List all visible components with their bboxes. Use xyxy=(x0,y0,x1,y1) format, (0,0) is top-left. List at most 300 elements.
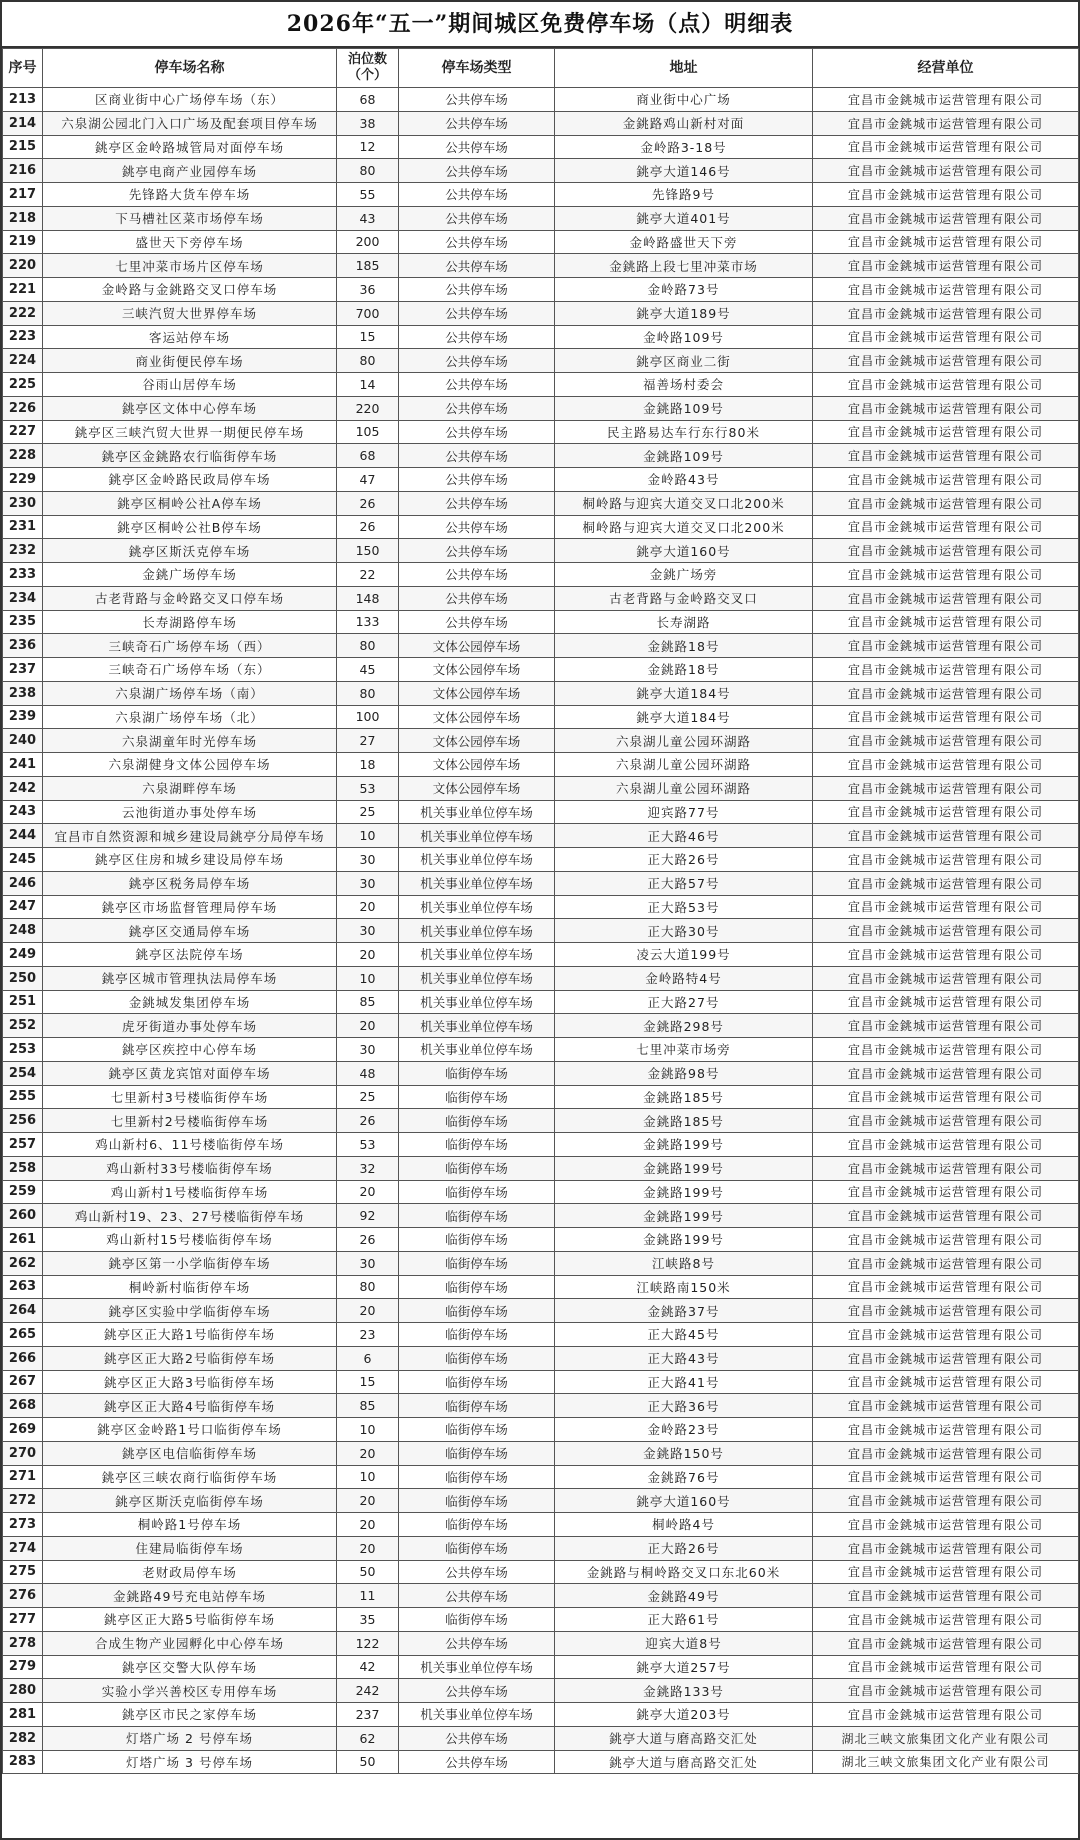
cell-addr: 金銚路37号 xyxy=(555,1299,813,1323)
cell-addr: 金銚路199号 xyxy=(555,1228,813,1252)
cell-addr: 金銚路199号 xyxy=(555,1133,813,1157)
cell-op: 宜昌市金銚城市运营管理有限公司 xyxy=(813,206,1079,230)
cell-name: 金岭路与金銚路交叉口停车场 xyxy=(43,278,337,302)
cell-name: 鸡山新村19、23、27号楼临街停车场 xyxy=(43,1204,337,1228)
cell-spaces: 50 xyxy=(337,1750,399,1774)
cell-op: 宜昌市金銚城市运营管理有限公司 xyxy=(813,254,1079,278)
cell-spaces: 105 xyxy=(337,420,399,444)
cell-op: 宜昌市金銚城市运营管理有限公司 xyxy=(813,88,1079,112)
table-row xyxy=(3,491,1079,515)
cell-addr: 金銚路199号 xyxy=(555,1156,813,1180)
cell-op: 宜昌市金銚城市运营管理有限公司 xyxy=(813,444,1079,468)
cell-spaces: 100 xyxy=(337,705,399,729)
table-row xyxy=(3,563,1079,587)
cell-spaces: 6 xyxy=(337,1346,399,1370)
table-row xyxy=(3,1085,1079,1109)
table-row xyxy=(3,729,1079,753)
cell-type: 公共停车场 xyxy=(399,135,555,159)
cell-name: 鸡山新村33号楼临街停车场 xyxy=(43,1156,337,1180)
cell-addr: 金銚路18号 xyxy=(555,658,813,682)
cell-type: 公共停车场 xyxy=(399,491,555,515)
table-row xyxy=(3,1418,1079,1442)
cell-addr: 六泉湖儿童公园环湖路 xyxy=(555,753,813,777)
cell-name: 桐岭路1号停车场 xyxy=(43,1513,337,1537)
cell-name: 銚亭区城市管理执法局停车场 xyxy=(43,966,337,990)
cell-op: 宜昌市金銚城市运营管理有限公司 xyxy=(813,943,1079,967)
cell-type: 公共停车场 xyxy=(399,159,555,183)
cell-seq: 258 xyxy=(3,1156,43,1180)
cell-spaces: 35 xyxy=(337,1608,399,1632)
cell-seq: 271 xyxy=(3,1465,43,1489)
cell-addr: 迎宾路77号 xyxy=(555,800,813,824)
cell-op: 宜昌市金銚城市运营管理有限公司 xyxy=(813,183,1079,207)
cell-spaces: 18 xyxy=(337,753,399,777)
cell-name: 銚亭区金岭路城管局对面停车场 xyxy=(43,135,337,159)
cell-seq: 232 xyxy=(3,539,43,563)
cell-name: 宜昌市自然资源和城乡建设局銚亭分局停车场 xyxy=(43,824,337,848)
cell-seq: 280 xyxy=(3,1679,43,1703)
cell-addr: 正大路41号 xyxy=(555,1370,813,1394)
cell-addr: 銚亭大道146号 xyxy=(555,159,813,183)
cell-seq: 249 xyxy=(3,943,43,967)
cell-type: 临街停车场 xyxy=(399,1465,555,1489)
cell-name: 銚亭区桐岭公社A停车场 xyxy=(43,491,337,515)
cell-seq: 216 xyxy=(3,159,43,183)
table-row xyxy=(3,1346,1079,1370)
cell-type: 机关事业单位停车场 xyxy=(399,943,555,967)
cell-type: 文体公园停车场 xyxy=(399,681,555,705)
cell-spaces: 53 xyxy=(337,776,399,800)
cell-op: 宜昌市金銚城市运营管理有限公司 xyxy=(813,776,1079,800)
table-row xyxy=(3,1441,1079,1465)
cell-addr: 金銚路199号 xyxy=(555,1180,813,1204)
cell-op: 宜昌市金銚城市运营管理有限公司 xyxy=(813,658,1079,682)
cell-name: 銚亭区正大路1号临街停车场 xyxy=(43,1323,337,1347)
cell-type: 文体公园停车场 xyxy=(399,658,555,682)
table-row xyxy=(3,1014,1079,1038)
cell-type: 机关事业单位停车场 xyxy=(399,895,555,919)
cell-name: 銚亭区市场监督管理局停车场 xyxy=(43,895,337,919)
cell-seq: 235 xyxy=(3,610,43,634)
cell-seq: 260 xyxy=(3,1204,43,1228)
cell-name: 七里新村2号楼临街停车场 xyxy=(43,1109,337,1133)
cell-seq: 259 xyxy=(3,1180,43,1204)
cell-name: 金銚路49号充电站停车场 xyxy=(43,1584,337,1608)
cell-name: 銚亭区桐岭公社B停车场 xyxy=(43,515,337,539)
cell-seq: 222 xyxy=(3,301,43,325)
cell-addr: 銚亭大道184号 xyxy=(555,705,813,729)
cell-name: 銚亭区市民之家停车场 xyxy=(43,1703,337,1727)
table-row xyxy=(3,681,1079,705)
cell-addr: 正大路36号 xyxy=(555,1394,813,1418)
cell-addr: 銚亭大道189号 xyxy=(555,301,813,325)
cell-type: 临街停车场 xyxy=(399,1228,555,1252)
cell-name: 客运站停车场 xyxy=(43,325,337,349)
cell-spaces: 26 xyxy=(337,1228,399,1252)
cell-op: 宜昌市金銚城市运营管理有限公司 xyxy=(813,1394,1079,1418)
cell-seq: 275 xyxy=(3,1560,43,1584)
page-title: 2026年“五一”期间城区免费停车场（点）明细表 xyxy=(2,2,1078,48)
cell-seq: 247 xyxy=(3,895,43,919)
cell-seq: 255 xyxy=(3,1085,43,1109)
cell-name: 住建局临街停车场 xyxy=(43,1536,337,1560)
cell-seq: 282 xyxy=(3,1726,43,1750)
cell-name: 七里新村3号楼临街停车场 xyxy=(43,1085,337,1109)
cell-seq: 231 xyxy=(3,515,43,539)
table-row xyxy=(3,753,1079,777)
cell-type: 公共停车场 xyxy=(399,111,555,135)
cell-op: 宜昌市金銚城市运营管理有限公司 xyxy=(813,1631,1079,1655)
cell-type: 临街停车场 xyxy=(399,1299,555,1323)
cell-op: 湖北三峡文旅集团文化产业有限公司 xyxy=(813,1726,1079,1750)
table-row xyxy=(3,966,1079,990)
table-row xyxy=(3,919,1079,943)
cell-name: 长寿湖路停车场 xyxy=(43,610,337,634)
cell-addr: 金銚路98号 xyxy=(555,1061,813,1085)
cell-type: 公共停车场 xyxy=(399,396,555,420)
cell-name: 銚亭区金岭路1号口临街停车场 xyxy=(43,1418,337,1442)
table-row xyxy=(3,776,1079,800)
cell-addr: 金銚路199号 xyxy=(555,1204,813,1228)
cell-addr: 金銚路185号 xyxy=(555,1109,813,1133)
table-row xyxy=(3,1299,1079,1323)
header-spaces-line2: （个） xyxy=(347,68,387,83)
table-row xyxy=(3,1655,1079,1679)
cell-addr: 銚亭大道203号 xyxy=(555,1703,813,1727)
header-address: 地址 xyxy=(555,49,813,88)
header-operator: 经营单位 xyxy=(813,49,1079,88)
cell-type: 文体公园停车场 xyxy=(399,729,555,753)
cell-op: 宜昌市金銚城市运营管理有限公司 xyxy=(813,111,1079,135)
cell-name: 三峡奇石广场停车场（西） xyxy=(43,634,337,658)
cell-addr: 金銚路上段七里冲菜市场 xyxy=(555,254,813,278)
cell-type: 临街停车场 xyxy=(399,1085,555,1109)
cell-op: 宜昌市金銚城市运营管理有限公司 xyxy=(813,1156,1079,1180)
table-row xyxy=(3,206,1079,230)
cell-seq: 251 xyxy=(3,990,43,1014)
cell-spaces: 62 xyxy=(337,1726,399,1750)
cell-seq: 269 xyxy=(3,1418,43,1442)
cell-addr: 金銚路150号 xyxy=(555,1441,813,1465)
table-row xyxy=(3,1631,1079,1655)
table-row xyxy=(3,230,1079,254)
cell-type: 临街停车场 xyxy=(399,1061,555,1085)
cell-op: 宜昌市金銚城市运营管理有限公司 xyxy=(813,1370,1079,1394)
cell-seq: 233 xyxy=(3,563,43,587)
cell-seq: 215 xyxy=(3,135,43,159)
cell-seq: 252 xyxy=(3,1014,43,1038)
cell-spaces: 27 xyxy=(337,729,399,753)
cell-name: 商业街便民停车场 xyxy=(43,349,337,373)
cell-spaces: 220 xyxy=(337,396,399,420)
cell-op: 宜昌市金銚城市运营管理有限公司 xyxy=(813,1038,1079,1062)
cell-seq: 227 xyxy=(3,420,43,444)
cell-name: 六泉湖广场停车场（南） xyxy=(43,681,337,705)
cell-op: 宜昌市金銚城市运营管理有限公司 xyxy=(813,1109,1079,1133)
table-body xyxy=(3,88,1079,1774)
cell-addr: 正大路45号 xyxy=(555,1323,813,1347)
cell-spaces: 20 xyxy=(337,1489,399,1513)
cell-spaces: 26 xyxy=(337,491,399,515)
cell-op: 宜昌市金銚城市运营管理有限公司 xyxy=(813,491,1079,515)
cell-seq: 256 xyxy=(3,1109,43,1133)
table-row xyxy=(3,1275,1079,1299)
cell-type: 公共停车场 xyxy=(399,515,555,539)
cell-op: 宜昌市金銚城市运营管理有限公司 xyxy=(813,1133,1079,1157)
cell-op: 宜昌市金銚城市运营管理有限公司 xyxy=(813,515,1079,539)
cell-addr: 銚亭大道160号 xyxy=(555,539,813,563)
cell-name: 銚亭区交通局停车场 xyxy=(43,919,337,943)
table-row xyxy=(3,610,1079,634)
cell-name: 六泉湖广场停车场（北） xyxy=(43,705,337,729)
cell-name: 六泉湖畔停车场 xyxy=(43,776,337,800)
cell-type: 机关事业单位停车场 xyxy=(399,800,555,824)
table-row xyxy=(3,848,1079,872)
cell-name: 七里冲菜市场片区停车场 xyxy=(43,254,337,278)
cell-type: 临街停车场 xyxy=(399,1323,555,1347)
cell-type: 公共停车场 xyxy=(399,468,555,492)
table-row xyxy=(3,871,1079,895)
cell-name: 鸡山新村15号楼临街停车场 xyxy=(43,1228,337,1252)
table-row xyxy=(3,895,1079,919)
table-row xyxy=(3,183,1079,207)
cell-addr: 正大路27号 xyxy=(555,990,813,1014)
table-row xyxy=(3,1061,1079,1085)
cell-seq: 239 xyxy=(3,705,43,729)
cell-name: 下马槽社区菜市场停车场 xyxy=(43,206,337,230)
cell-op: 宜昌市金銚城市运营管理有限公司 xyxy=(813,1228,1079,1252)
table-row xyxy=(3,824,1079,848)
cell-op: 宜昌市金銚城市运营管理有限公司 xyxy=(813,681,1079,705)
cell-name: 三峡奇石广场停车场（东） xyxy=(43,658,337,682)
cell-addr: 銚亭大道401号 xyxy=(555,206,813,230)
cell-spaces: 43 xyxy=(337,206,399,230)
table-row xyxy=(3,111,1079,135)
cell-seq: 234 xyxy=(3,586,43,610)
cell-spaces: 38 xyxy=(337,111,399,135)
cell-op: 宜昌市金銚城市运营管理有限公司 xyxy=(813,1679,1079,1703)
cell-spaces: 26 xyxy=(337,515,399,539)
cell-type: 文体公园停车场 xyxy=(399,753,555,777)
table-row xyxy=(3,1513,1079,1537)
cell-name: 銚亭区三峡汽贸大世界一期便民停车场 xyxy=(43,420,337,444)
cell-op: 宜昌市金銚城市运营管理有限公司 xyxy=(813,301,1079,325)
cell-spaces: 20 xyxy=(337,1441,399,1465)
cell-type: 临街停车场 xyxy=(399,1109,555,1133)
table-row xyxy=(3,349,1079,373)
cell-name: 实验小学兴善校区专用停车场 xyxy=(43,1679,337,1703)
cell-addr: 銚亭大道160号 xyxy=(555,1489,813,1513)
cell-seq: 217 xyxy=(3,183,43,207)
cell-addr: 正大路61号 xyxy=(555,1608,813,1632)
table-row xyxy=(3,1370,1079,1394)
cell-seq: 279 xyxy=(3,1655,43,1679)
cell-seq: 253 xyxy=(3,1038,43,1062)
table-row xyxy=(3,1133,1079,1157)
cell-seq: 238 xyxy=(3,681,43,705)
cell-op: 宜昌市金銚城市运营管理有限公司 xyxy=(813,871,1079,895)
cell-spaces: 11 xyxy=(337,1584,399,1608)
cell-name: 六泉湖童年时光停车场 xyxy=(43,729,337,753)
cell-name: 銚亭区正大路3号临街停车场 xyxy=(43,1370,337,1394)
cell-op: 宜昌市金銚城市运营管理有限公司 xyxy=(813,468,1079,492)
cell-addr: 金銚路109号 xyxy=(555,444,813,468)
cell-seq: 270 xyxy=(3,1441,43,1465)
cell-seq: 241 xyxy=(3,753,43,777)
cell-addr: 迎宾大道8号 xyxy=(555,1631,813,1655)
table-row xyxy=(3,1394,1079,1418)
table-row xyxy=(3,539,1079,563)
cell-addr: 古老背路与金岭路交叉口 xyxy=(555,586,813,610)
table-row xyxy=(3,1750,1079,1774)
cell-spaces: 32 xyxy=(337,1156,399,1180)
cell-seq: 225 xyxy=(3,373,43,397)
cell-type: 临街停车场 xyxy=(399,1370,555,1394)
cell-addr: 桐岭路4号 xyxy=(555,1513,813,1537)
cell-seq: 230 xyxy=(3,491,43,515)
cell-seq: 262 xyxy=(3,1251,43,1275)
cell-addr: 金銚广场旁 xyxy=(555,563,813,587)
cell-type: 公共停车场 xyxy=(399,539,555,563)
cell-type: 临街停车场 xyxy=(399,1513,555,1537)
cell-seq: 223 xyxy=(3,325,43,349)
cell-name: 銚亭区文体中心停车场 xyxy=(43,396,337,420)
cell-spaces: 15 xyxy=(337,1370,399,1394)
cell-spaces: 10 xyxy=(337,1465,399,1489)
cell-op: 宜昌市金銚城市运营管理有限公司 xyxy=(813,1584,1079,1608)
cell-type: 机关事业单位停车场 xyxy=(399,1703,555,1727)
cell-spaces: 25 xyxy=(337,1085,399,1109)
cell-type: 机关事业单位停车场 xyxy=(399,848,555,872)
cell-seq: 220 xyxy=(3,254,43,278)
cell-seq: 244 xyxy=(3,824,43,848)
cell-seq: 268 xyxy=(3,1394,43,1418)
cell-seq: 229 xyxy=(3,468,43,492)
cell-type: 临街停车场 xyxy=(399,1394,555,1418)
cell-name: 区商业街中心广场停车场（东） xyxy=(43,88,337,112)
cell-addr: 金岭路109号 xyxy=(555,325,813,349)
cell-addr: 正大路26号 xyxy=(555,848,813,872)
cell-spaces: 242 xyxy=(337,1679,399,1703)
cell-spaces: 53 xyxy=(337,1133,399,1157)
cell-type: 公共停车场 xyxy=(399,563,555,587)
cell-spaces: 80 xyxy=(337,1275,399,1299)
cell-name: 老财政局停车场 xyxy=(43,1560,337,1584)
cell-op: 宜昌市金銚城市运营管理有限公司 xyxy=(813,278,1079,302)
cell-seq: 274 xyxy=(3,1536,43,1560)
cell-op: 宜昌市金銚城市运营管理有限公司 xyxy=(813,1560,1079,1584)
cell-name: 銚亭区斯沃克临街停车场 xyxy=(43,1489,337,1513)
cell-type: 机关事业单位停车场 xyxy=(399,1014,555,1038)
cell-addr: 金銚路与桐岭路交叉口东北60米 xyxy=(555,1560,813,1584)
cell-seq: 283 xyxy=(3,1750,43,1774)
cell-type: 文体公园停车场 xyxy=(399,705,555,729)
cell-spaces: 20 xyxy=(337,1014,399,1038)
cell-type: 公共停车场 xyxy=(399,586,555,610)
table-row xyxy=(3,301,1079,325)
cell-type: 临街停车场 xyxy=(399,1441,555,1465)
cell-seq: 221 xyxy=(3,278,43,302)
cell-spaces: 80 xyxy=(337,634,399,658)
cell-op: 宜昌市金銚城市运营管理有限公司 xyxy=(813,159,1079,183)
cell-type: 临街停车场 xyxy=(399,1180,555,1204)
table-row xyxy=(3,1726,1079,1750)
cell-addr: 桐岭路与迎宾大道交叉口北200米 xyxy=(555,515,813,539)
cell-spaces: 30 xyxy=(337,848,399,872)
table-row xyxy=(3,135,1079,159)
cell-spaces: 14 xyxy=(337,373,399,397)
cell-name: 銚亭区第一小学临街停车场 xyxy=(43,1251,337,1275)
cell-addr: 桐岭路与迎宾大道交叉口北200米 xyxy=(555,491,813,515)
cell-op: 宜昌市金銚城市运营管理有限公司 xyxy=(813,1085,1079,1109)
table-row xyxy=(3,88,1079,112)
table-row xyxy=(3,658,1079,682)
cell-seq: 276 xyxy=(3,1584,43,1608)
table-row xyxy=(3,1703,1079,1727)
cell-op: 宜昌市金銚城市运营管理有限公司 xyxy=(813,586,1079,610)
cell-spaces: 92 xyxy=(337,1204,399,1228)
cell-spaces: 15 xyxy=(337,325,399,349)
cell-addr: 銚亭大道184号 xyxy=(555,681,813,705)
cell-op: 宜昌市金銚城市运营管理有限公司 xyxy=(813,396,1079,420)
cell-type: 临街停车场 xyxy=(399,1346,555,1370)
cell-spaces: 30 xyxy=(337,871,399,895)
cell-addr: 长寿湖路 xyxy=(555,610,813,634)
table-row xyxy=(3,1228,1079,1252)
table-row xyxy=(3,1204,1079,1228)
table-row xyxy=(3,159,1079,183)
cell-type: 公共停车场 xyxy=(399,1750,555,1774)
cell-op: 宜昌市金銚城市运营管理有限公司 xyxy=(813,1465,1079,1489)
cell-name: 鸡山新村6、11号楼临街停车场 xyxy=(43,1133,337,1157)
cell-seq: 246 xyxy=(3,871,43,895)
cell-op: 宜昌市金銚城市运营管理有限公司 xyxy=(813,705,1079,729)
cell-name: 谷雨山居停车场 xyxy=(43,373,337,397)
cell-type: 临街停车场 xyxy=(399,1608,555,1632)
cell-spaces: 20 xyxy=(337,1180,399,1204)
cell-addr: 金岭路3-18号 xyxy=(555,135,813,159)
cell-op: 宜昌市金銚城市运营管理有限公司 xyxy=(813,135,1079,159)
cell-name: 三峡汽贸大世界停车场 xyxy=(43,301,337,325)
table-row xyxy=(3,943,1079,967)
cell-type: 临街停车场 xyxy=(399,1275,555,1299)
cell-addr: 民主路易达车行东行80米 xyxy=(555,420,813,444)
cell-addr: 金銚路鸡山新村对面 xyxy=(555,111,813,135)
cell-op: 宜昌市金銚城市运营管理有限公司 xyxy=(813,1513,1079,1537)
cell-op: 宜昌市金銚城市运营管理有限公司 xyxy=(813,420,1079,444)
cell-type: 文体公园停车场 xyxy=(399,634,555,658)
cell-name: 銚亭区法院停车场 xyxy=(43,943,337,967)
cell-type: 公共停车场 xyxy=(399,1560,555,1584)
cell-name: 六泉湖公园北门入口广场及配套项目停车场 xyxy=(43,111,337,135)
cell-spaces: 20 xyxy=(337,943,399,967)
cell-type: 机关事业单位停车场 xyxy=(399,1655,555,1679)
cell-op: 宜昌市金銚城市运营管理有限公司 xyxy=(813,1346,1079,1370)
cell-type: 公共停车场 xyxy=(399,349,555,373)
cell-type: 公共停车场 xyxy=(399,88,555,112)
cell-name: 古老背路与金岭路交叉口停车场 xyxy=(43,586,337,610)
cell-type: 临街停车场 xyxy=(399,1251,555,1275)
cell-spaces: 68 xyxy=(337,88,399,112)
table-row xyxy=(3,1109,1079,1133)
cell-op: 宜昌市金銚城市运营管理有限公司 xyxy=(813,563,1079,587)
cell-op: 宜昌市金銚城市运营管理有限公司 xyxy=(813,1489,1079,1513)
cell-spaces: 80 xyxy=(337,681,399,705)
cell-addr: 金岭路盛世天下旁 xyxy=(555,230,813,254)
cell-op: 宜昌市金銚城市运营管理有限公司 xyxy=(813,1418,1079,1442)
cell-type: 公共停车场 xyxy=(399,183,555,207)
cell-seq: 250 xyxy=(3,966,43,990)
